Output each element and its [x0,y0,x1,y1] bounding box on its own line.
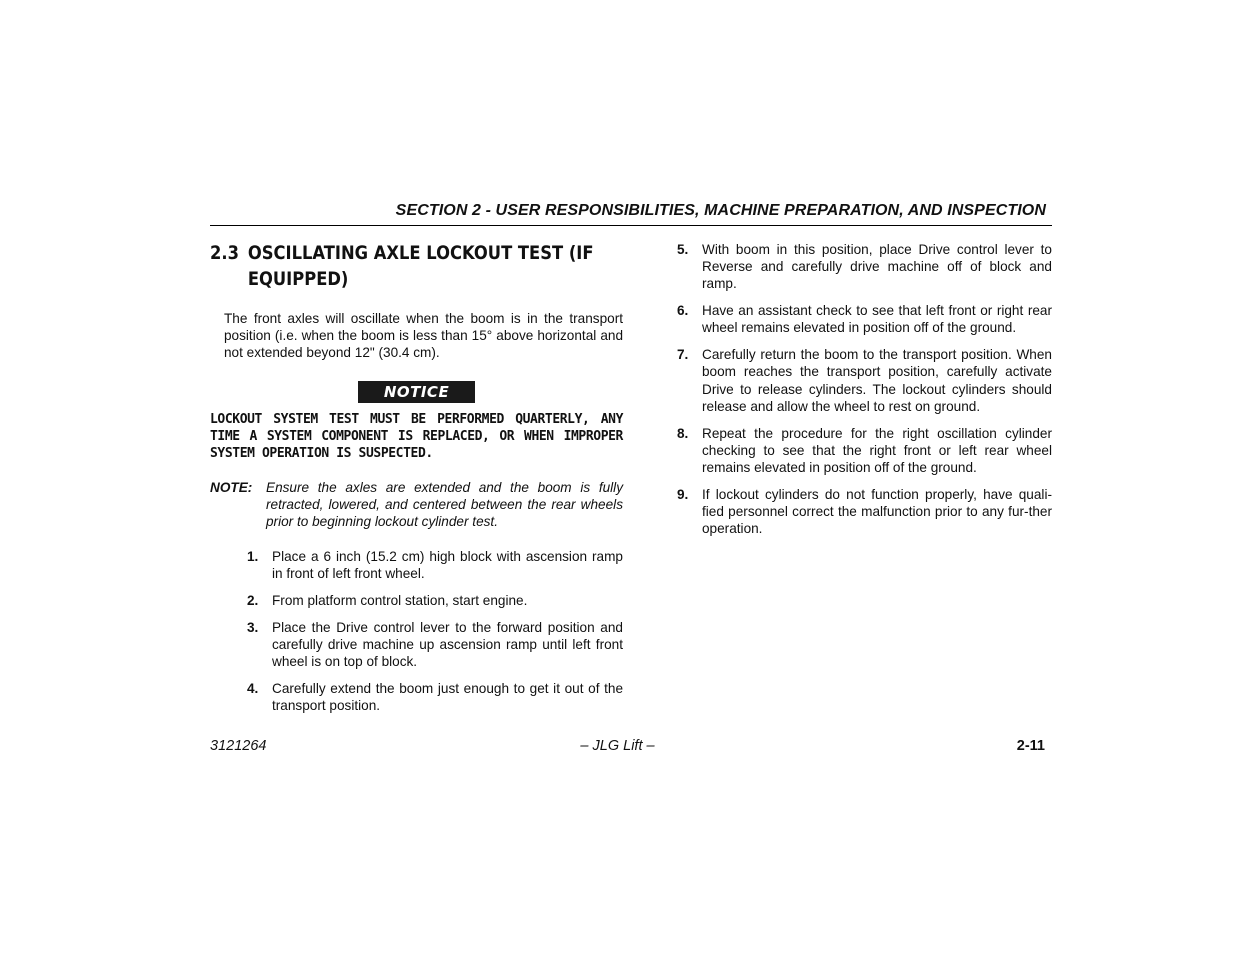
note-text: Ensure the axles are extended and the boom is fully retracted, lowered, and centered between the rear wheels prior to beginning lockout cylinder test. [266,479,623,530]
right-column [677,241,1052,547]
notice-block [210,381,623,462]
section-title [210,240,622,292]
list-item [677,241,1052,293]
step-number: 1. [247,548,259,564]
list-item [677,346,1052,415]
step-number: 6. [677,303,689,319]
step-number: 5. [677,242,689,257]
list-item [247,619,623,671]
step-text: Place a 6 inch (15.2 cm) high block with ascension ramp in front of left front wheel. [272,548,623,582]
notice-text: LOCKOUT SYSTEM TEST MUST BE PERFORMED QUARTERLY, ANY TIME A SYSTEM COMPONENT IS REPLACED, OR WHEN IMPROPER SYSTEM OPERATION IS SUSPECTED. [210,411,623,461]
step-text: Repeat the procedure for the right oscillation cylinder checking to see that the right front or left rear wheel remains elevated in position off of the ground. [702,425,1052,476]
step-number: 4. [247,680,259,696]
note-block [210,479,623,531]
step-text: Have an assistant check to see that left front or right rear wheel remains elevated in position off of the ground. [702,303,1052,336]
steps-list-left [247,548,623,714]
footer-doc-number: 3121264 [210,738,267,754]
step-text: Carefully extend the boom just enough to get it out of the transport position. [272,680,623,714]
step-text: Carefully return the boom to the transport position. When boom reaches the transport position, carefully activate Drive to release cylinders. The lockout cylinders should release and allow the wheel to rest on ground. [702,347,1052,414]
steps-list-right [677,241,1052,537]
section-header: SECTION 2 - USER RESPONSIBILITIES, MACHINE PREPARATION, AND INSPECTION [395,202,1046,219]
list-item [247,680,623,714]
list-item [677,302,1052,336]
left-column [210,240,623,724]
step-number: 3. [247,619,259,635]
step-number: 7. [677,347,689,363]
list-item [247,592,623,609]
notice-badge: NOTICE [358,381,475,403]
footer-page-number: 2-11 [1016,738,1045,754]
footer-brand: – JLG Lift – [580,738,655,754]
list-item [677,425,1052,477]
note-label: NOTE: [210,479,253,495]
step-text: From platform control station, start engine. [272,592,528,608]
step-text: If lockout cylinders do not function properly, have quali-fied personnel correct the malfunction prior to any fur-ther operation. [702,486,1052,537]
intro-paragraph: The front axles will oscillate when the boom is in the transport position (i.e. when the boom is less than 15° above horizontal and not extended beyond 12" (30.4 cm). [224,311,623,361]
section-title-text: OSCILLATING AXLE LOCKOUT TEST (IF EQUIPPED) [247,242,594,290]
step-number: 9. [677,486,689,502]
step-number: 8. [677,425,689,441]
step-text: With boom in this position, place Drive control lever to Reverse and carefully drive machine off of block and ramp. [702,242,1052,292]
section-number: 2.3 [210,242,239,264]
list-item [247,548,623,582]
step-number: 2. [247,592,259,608]
header-rule [210,225,1052,226]
list-item [677,486,1052,538]
step-text: Place the Drive control lever to the forward position and carefully drive machine up ascension ramp until left front wheel is on top of block. [272,619,623,670]
